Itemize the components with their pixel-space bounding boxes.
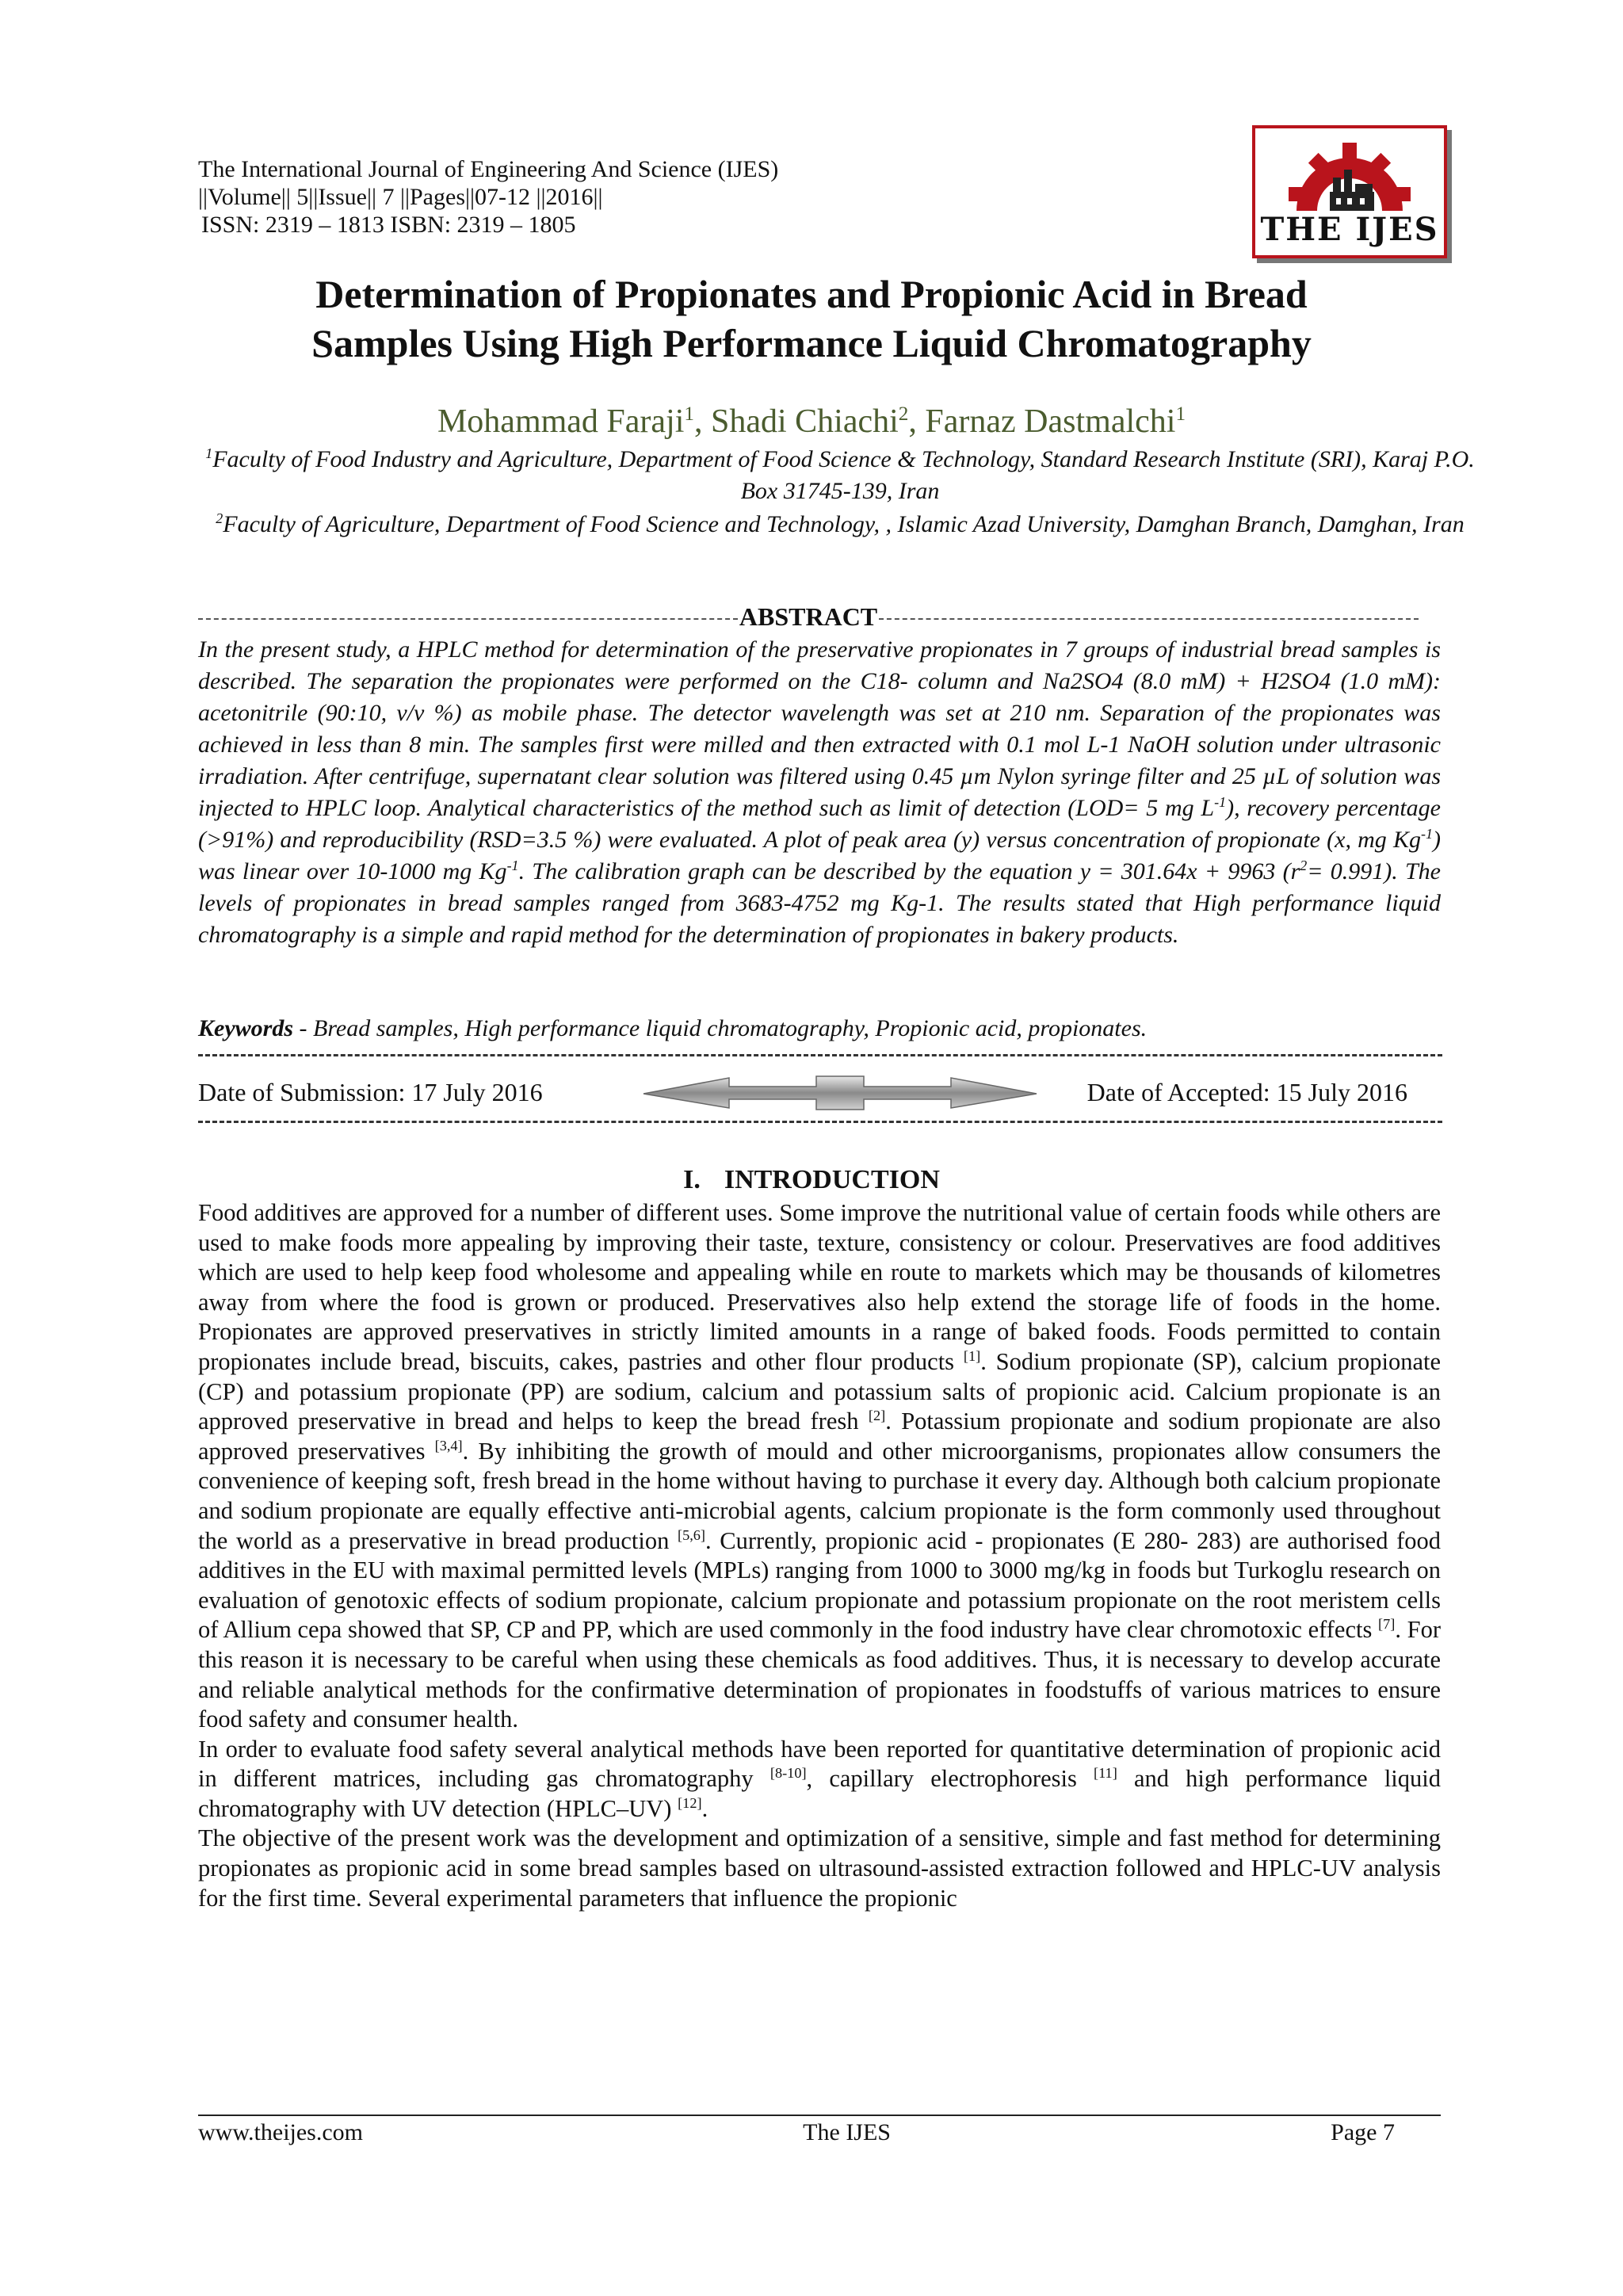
author-name: Mohammad Faraji (437, 403, 685, 440)
affiliation-text: Faculty of Food Industry and Agriculture, Department of Food Science & Technology, Standard Research Institute (SRI), Karaj P.O. Box 31745-139, Iran (212, 446, 1475, 504)
journal-header (198, 155, 778, 239)
abstract-text: In the present study, a HPLC method for determination of the preservative propionates in 7 groups of industrial bread samples is described. The separation the propionates were performed on the C18- column and Na2SO4 (8.0 mM) + H2SO4 (1.0 mM): acetonitrile (90:10, v/v %) as mobile phase. The detector wavelength was set at 210 nm. Separation of the propionates was achieved in less than 8 min. The samples first were milled and then extracted with 0.1 mol L-1 NaOH solution under ultrasonic irradiation. After centrifuge, supernatant clear solution was filtered using 0.45 µm Nylon syringe filter and 25 µL of solution was injected to HPLC loop. Analytical characteristics of the method such as limit of detection (LOD= 5 mg $L^{-1}$), recovery percentage (>91%) and reproducibility (RSD=3.5 %) were evaluated. A plot of peak area (y) versus concentration of propionate (x, mg $Kg^{-1}$) was linear over 10-1000 mg $Kg^{-1}$. The calibration graph can be described by the equation y = 301.64x + 9963 $(r^2= 0.991)$. The levels of propionates in bread samples ranged from 3683-4752 mg Kg-1. The results stated that High performance liquid chromatography is a simple and rapid method for the determination of propionates in bakery products. (198, 636, 1441, 948)
accepted-date: Date of Accepted: 15 July 2016 (1086, 1078, 1407, 1106)
citation: [12] (678, 1794, 702, 1811)
journal-volume-info: ||Volume|| 5||Issue|| 7 ||Pages||07-12 ||2016|| (198, 184, 603, 210)
footer-journal: The IJES (803, 2119, 891, 2145)
keywords (198, 1013, 1441, 1045)
paragraph: The objective of the present work was the development and optimization of a sensitive, simple and fast method for determining propionates as propionic acid in some bread samples based on ultrasound-assisted extraction followed and HPLC-UV analysis for the first time. Several experimental parameters that influence the propionic (198, 1824, 1441, 1912)
abstract-divider (198, 602, 1419, 632)
page-footer (198, 2119, 1395, 2146)
citation: [11] (1094, 1765, 1117, 1782)
affiliation (198, 509, 1482, 541)
introduction-body (198, 1198, 1441, 1913)
dates-divider-bottom (198, 1121, 1442, 1123)
author-name: Shadi Chiachi (710, 403, 899, 440)
paragraph: In order to evaluate food safety several analytical methods have been reported for quantitative determination of propionic acid in different matrices, including gas chromatography [8-10], capillary electrophoresis [11] and high performance liquid chromatography with UV detection (HPLC–UV) [12]. (198, 1735, 1441, 1822)
gear-factory-icon (1255, 128, 1444, 216)
paragraph: Food additives are approved for a number of different uses. Some improve the nutritional value of certain foods while others are used to make foods more appealing by improving their taste, texture, consistency or colour. Preservatives are food additives which are used to help keep food wholesome and appealing while en route to markets which may be thousands of kilometres away from where the food is grown or produced. Preservatives also help extend the storage life of foods in the home. Propionates are approved preservatives in strictly limited amounts in a range of baked foods. Foods permitted to contain propionates include bread, biscuits, cakes, pastries and other flour products [1]. Sodium propionate (SP), calcium propionate (CP) and potassium propionate (PP) are sodium, calcium and potassium salts of propionic acid. Calcium propionate is an approved preservative in bread and helps to keep the bread fresh [2]. Potassium propionate and sodium propionate are also approved preservatives [3,4]. By inhibiting the growth of mould and other microorganisms, propionates allow consumers the convenience of keeping soft, fresh bread in the home without having to purchase it every day. Although both calcium propionate and sodium propionate are equally effective anti-microbial agents, calcium propionate is the form commonly used throughout the world as a preservative in bread production [5,6]. Currently, propionic acid - propionates (E 280- 283) are authorised food additives in the EU with maximal permitted levels (MPLs) ranging from 1000 to 3000 mg/kg in foods but Turkoglu research on evaluation of genotoxic effects of sodium propionate, calcium propionate and potassium propionate on the root meristem cells of Allium cepa showed that SP, CP and PP, which are used commonly in the food industry have clear chromotoxic effects [7]. For this reason it is necessary to be careful when using these chemicals as food additives. Thus, it is necessary to develop accurate and reliable analytical methods for the confirmative determination of propionates in foodstuffs of various matrices to ensure food safety and consumer health. (198, 1199, 1441, 1733)
footer-divider (198, 2115, 1441, 2116)
author-affil-marker: 2 (898, 403, 909, 425)
title-line-2: Samples Using High Performance Liquid Chromatography (311, 321, 1312, 365)
dates-divider-top (198, 1054, 1442, 1056)
logo-text: THE IJES (1260, 211, 1439, 248)
keywords-label: Keywords (198, 1015, 293, 1041)
title-line-1: Determination of Propionates and Propionic Acid in Bread (315, 272, 1308, 316)
journal-logo (1252, 125, 1447, 258)
journal-name: The International Journal of Engineering And Science (IJES) (198, 156, 779, 182)
author-affil-marker: 1 (684, 403, 694, 425)
citation: [8-10] (769, 1765, 807, 1782)
abstract-heading: ABSTRACT (739, 602, 878, 631)
affiliation (198, 444, 1482, 507)
affiliation-marker: 2 (216, 510, 223, 526)
citation: [2] (868, 1408, 886, 1423)
paper-title (158, 269, 1465, 368)
double-arrow-icon (642, 1073, 1038, 1111)
section-heading-introduction (158, 1165, 1465, 1195)
section-number: I. (683, 1165, 701, 1194)
section-title: INTRODUCTION (724, 1165, 940, 1194)
dates-row (198, 1073, 1442, 1113)
submission-date: Date of Submission: 17 July 2016 (198, 1078, 543, 1106)
author-list: Mohammad Faraji$^1$, Shadi Chiachi$^2$, Farnaz Dastmalchi$^1$ (437, 403, 1186, 440)
footer-website[interactable]: www.theijes.com (198, 2119, 364, 2145)
citation: [3,4] (434, 1437, 463, 1454)
keywords-text: - Bread samples, High performance liquid chromatography, Propionic acid, propionates. (293, 1015, 1148, 1041)
citation: [7] (1378, 1616, 1396, 1633)
author-name: Farnaz Dastmalchi (925, 403, 1176, 440)
citation: [5,6] (677, 1526, 706, 1543)
journal-issn: ISSN: 2319 – 1813 ISBN: 2319 – 1805 (201, 212, 576, 238)
affiliation-marker: 1 (205, 445, 213, 461)
footer-page-number: Page 7 (1331, 2119, 1395, 2145)
author-affil-marker: 1 (1175, 403, 1186, 425)
citation: [1] (963, 1347, 981, 1364)
affiliation-text: Faculty of Agriculture, Department of Food Science and Technology, , Islamic Azad University, Damghan Branch, Damghan, Iran (223, 511, 1465, 537)
